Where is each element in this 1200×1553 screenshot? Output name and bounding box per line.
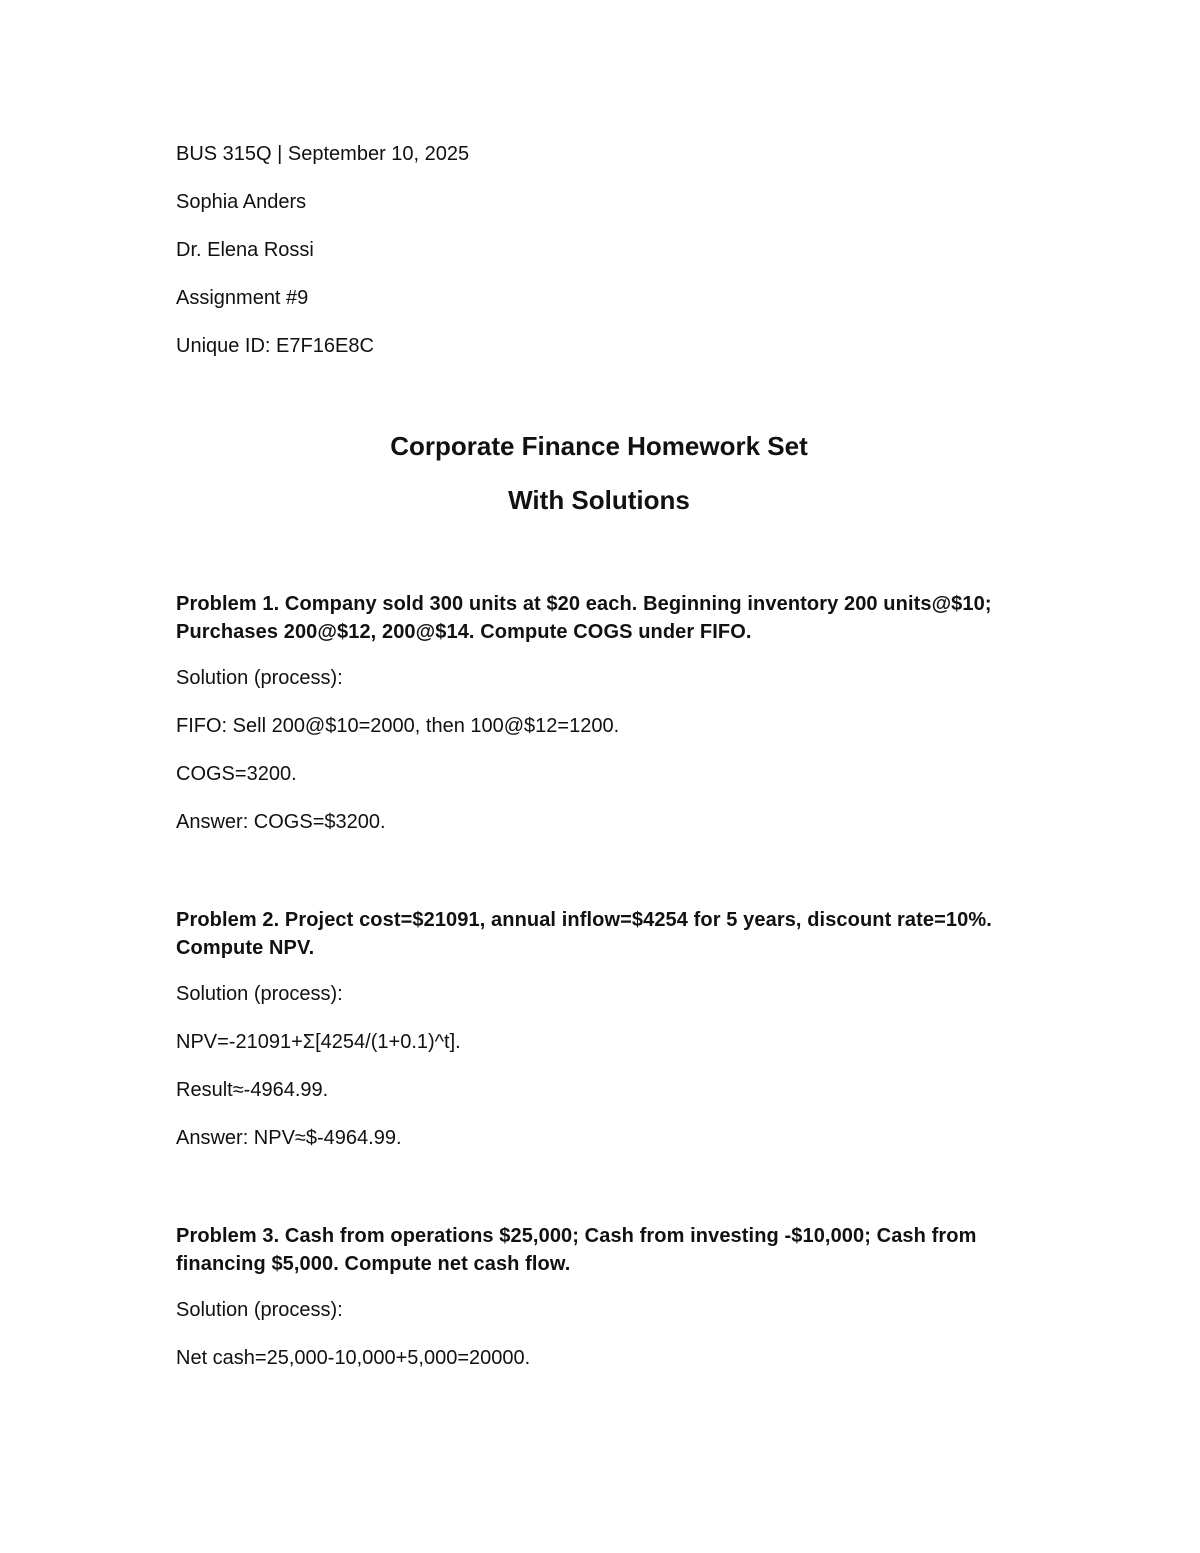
title-line-2: With Solutions — [508, 485, 690, 515]
assignment-number: Assignment #9 — [176, 287, 309, 309]
solution-answer: Answer: NPV≈$-4964.99. — [176, 1127, 402, 1149]
solution-step: Result≈-4964.99. — [176, 1079, 329, 1101]
problem-statement: Problem 3. Cash from operations $25,000; Cash from investing -$10,000; Cash from financing $5,000. Compute net cash flow. — [176, 1225, 977, 1275]
unique-id: Unique ID: E7F16E8C — [176, 335, 374, 357]
solution-step: Net cash=25,000-10,000+5,000=20000. — [176, 1347, 531, 1369]
problem-2 — [176, 906, 1006, 1174]
course-date: BUS 315Q | September 10, 2025 — [176, 143, 470, 165]
problem-statement: Problem 2. Project cost=$21091, annual inflow=$4254 for 5 years, discount rate=10%. Compute NPV. — [176, 909, 992, 959]
problem-statement: Problem 1. Company sold 300 units at $20 each. Beginning inventory 200 units@$10; Purchases 200@$12, 200@$14. Compute COGS under FIFO. — [176, 593, 992, 643]
problem-1 — [176, 590, 1006, 858]
solution-heading: Solution (process): — [176, 983, 343, 1005]
solution-heading: Solution (process): — [176, 1299, 343, 1321]
solution-answer: Answer: COGS=$3200. — [176, 811, 386, 833]
document-title — [176, 430, 1022, 538]
solution-step: NPV=-21091+Σ[4254/(1+0.1)^t]. — [176, 1031, 461, 1053]
solution-heading: Solution (process): — [176, 667, 343, 689]
title-line-1: Corporate Finance Homework Set — [390, 431, 808, 461]
solution-step: COGS=3200. — [176, 763, 297, 785]
problem-3 — [176, 1222, 1006, 1394]
instructor-name: Dr. Elena Rossi — [176, 239, 314, 261]
solution-step: FIFO: Sell 200@$10=2000, then 100@$12=1200. — [176, 715, 620, 737]
student-name: Sophia Anders — [176, 191, 307, 213]
document-header — [176, 142, 469, 382]
